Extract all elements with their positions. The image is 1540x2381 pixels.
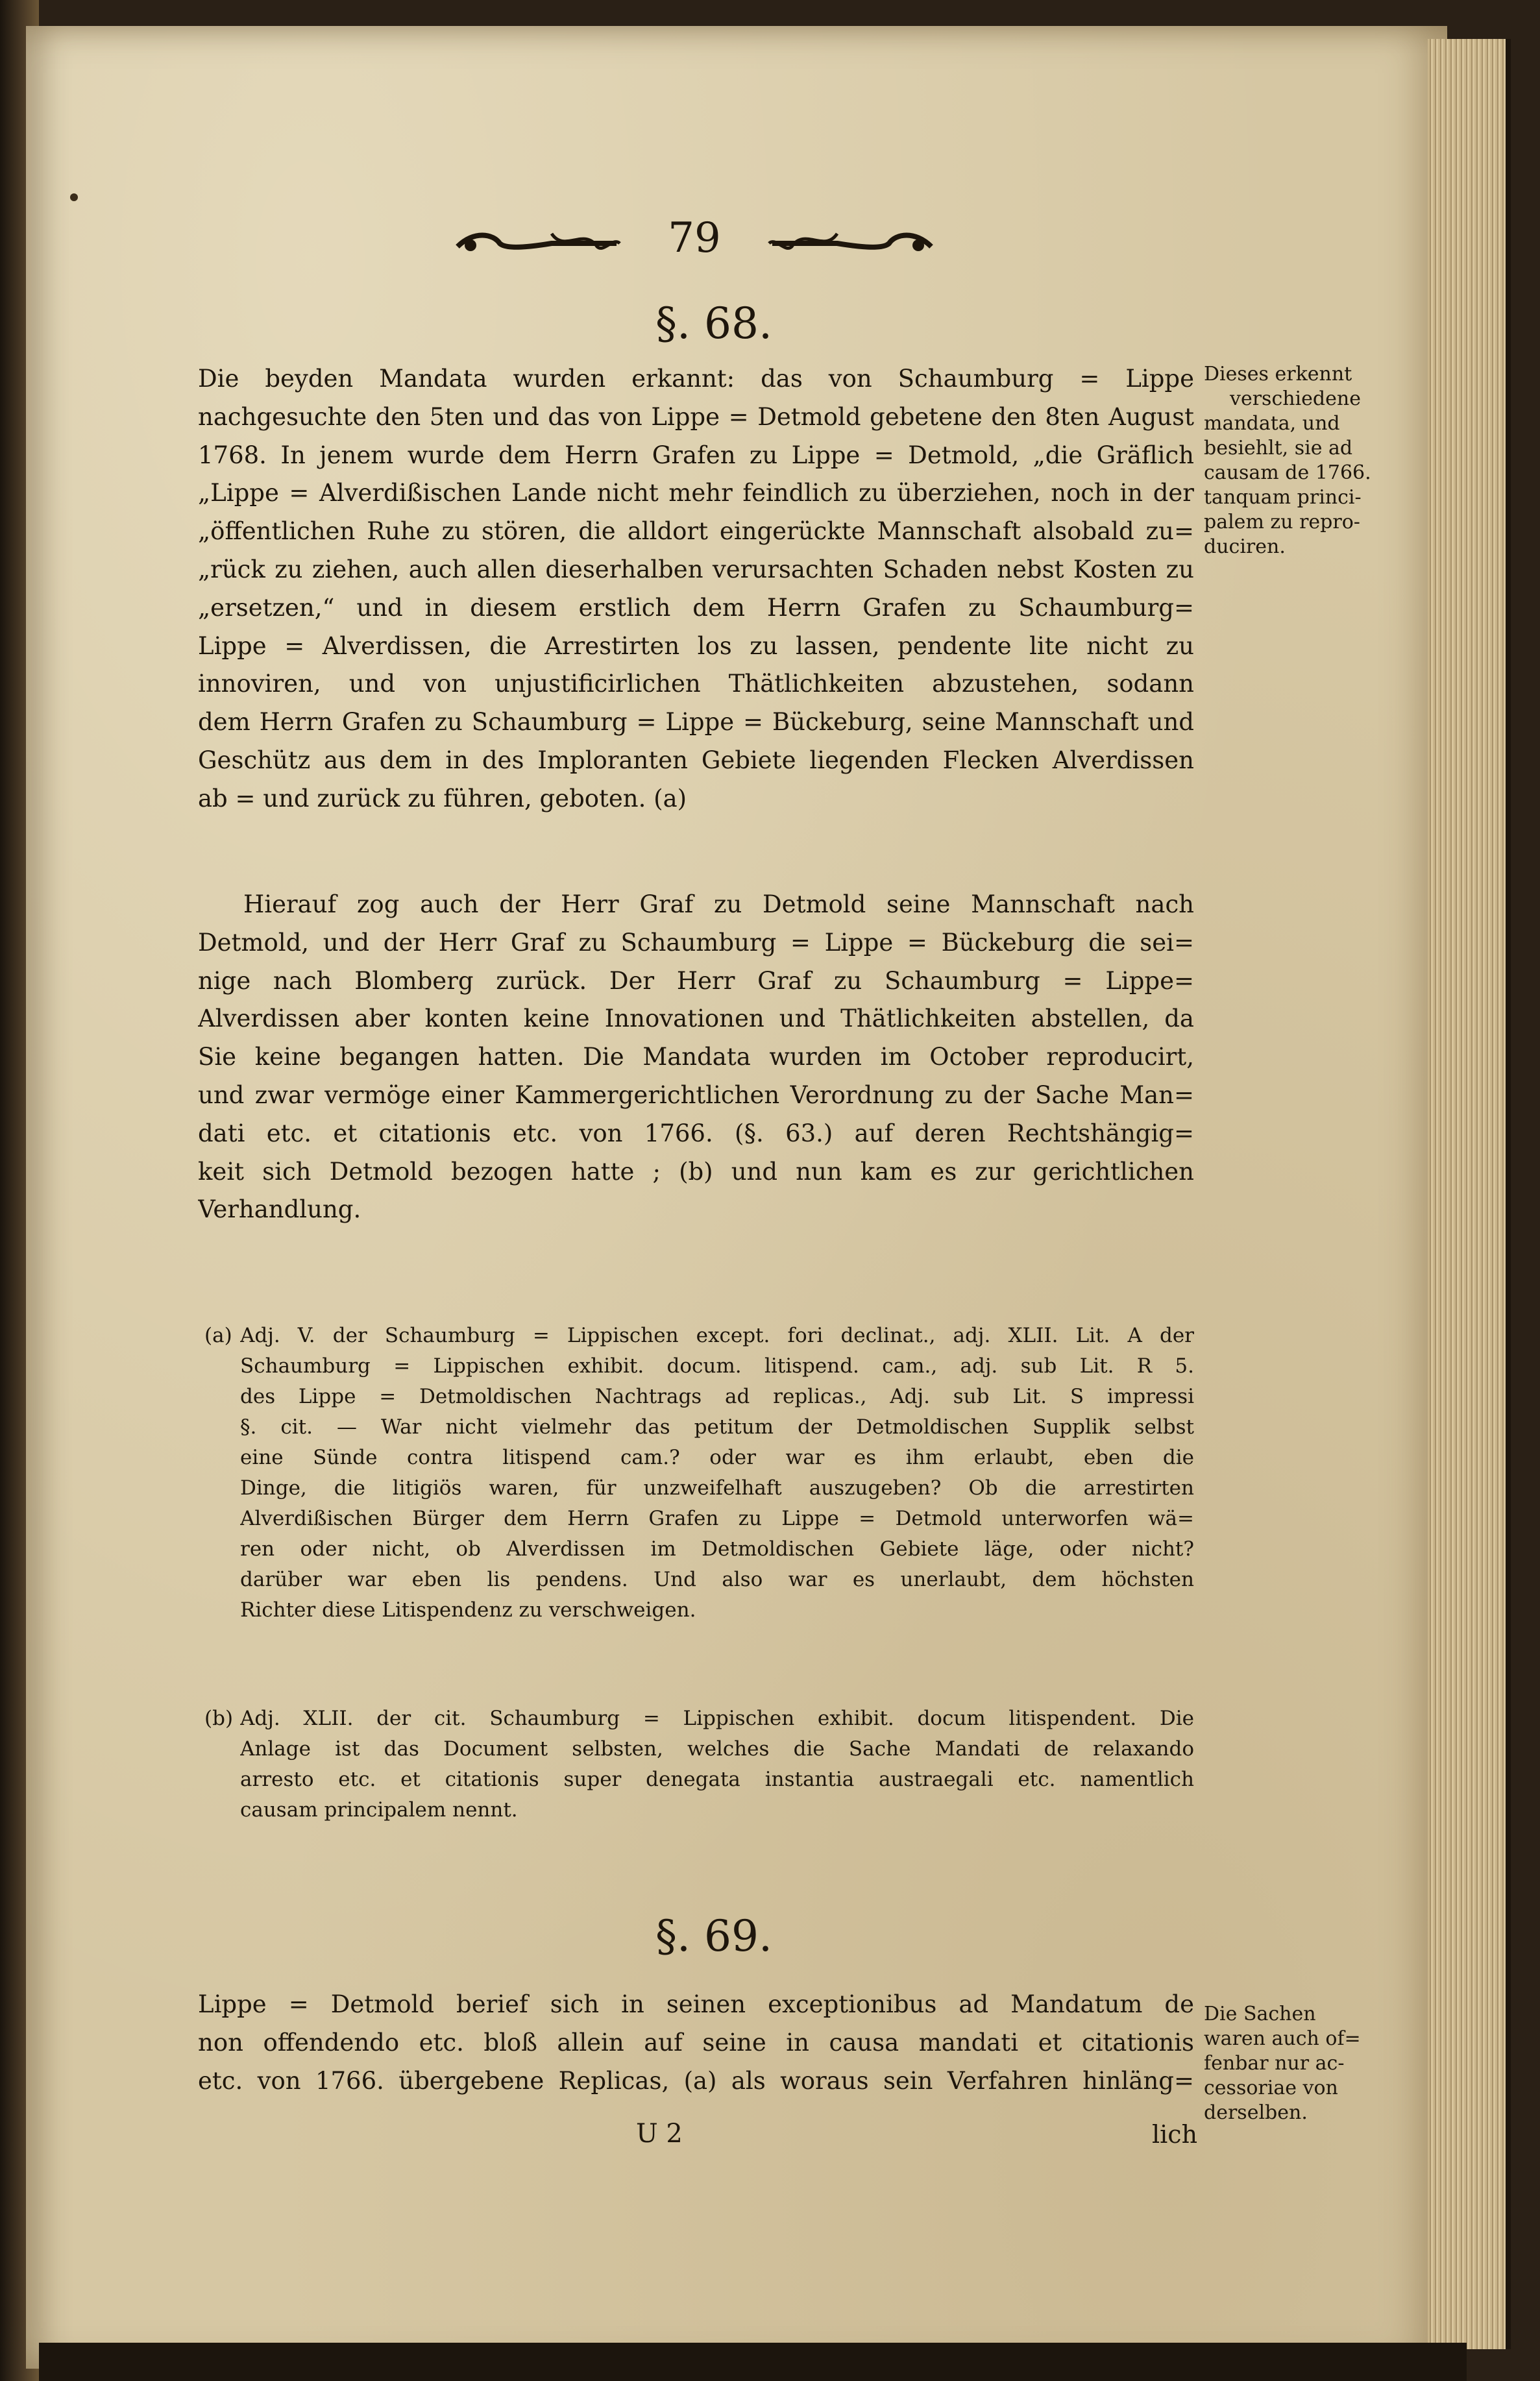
text-line: „rück zu ziehen, auch allen dieserhalben verursachten Schaden nebst Kosten zu bbox=[198, 555, 1194, 583]
text-line: dem Herrn Grafen zu Schaumburg = Lippe = Bückeburg, seine Mannschaft und bbox=[198, 708, 1194, 737]
page-number: 79 bbox=[668, 214, 721, 262]
text-line: „öffentlichen Ruhe zu stören, die alldort eingerückte Mannschaft alsobald zu= bbox=[198, 517, 1194, 546]
margin-line: waren auch of= bbox=[1204, 2027, 1361, 2050]
footnote-line: Dinge, die litigiös waren, für unzweifelhaft auszugeben? Ob die arrestirten bbox=[240, 1476, 1194, 1500]
text-line: „ersetzen,“ und in diesem erstlich dem Herrn Grafen zu Schaumburg= bbox=[198, 593, 1194, 622]
margin-line: verschiedene bbox=[1230, 387, 1361, 410]
section-heading-69: §. 69. bbox=[655, 1911, 772, 1961]
footnote-line: Richter diese Litispendenz zu verschweigen. bbox=[240, 1598, 696, 1622]
margin-line: cessoriae von bbox=[1204, 2077, 1338, 2099]
margin-line: fenbar nur ac- bbox=[1204, 2052, 1345, 2075]
margin-line: causam de 1766. bbox=[1204, 461, 1371, 484]
section-heading-68: §. 68. bbox=[655, 299, 772, 348]
footnote-line: eine Sünde contra litispend cam.? oder war es ihm erlaubt, eben die bbox=[240, 1446, 1194, 1469]
page-bottom-shadow bbox=[39, 2343, 1467, 2381]
footnote-line: Alverdißischen Bürger dem Herrn Grafen zu Lippe = Detmold unterworfen wä= bbox=[240, 1507, 1194, 1530]
text-line: 1768. In jenem wurde dem Herrn Grafen zu Lippe = Detmold, „die Gräflich bbox=[198, 441, 1194, 469]
margin-line: Die Sachen bbox=[1204, 2003, 1316, 2025]
text-line: nachgesuchte den 5ten und das von Lippe = Detmold gebetene den 8ten August bbox=[198, 402, 1194, 431]
text-line: Hierauf zog auch der Herr Graf zu Detmold seine Mannschaft nach bbox=[243, 890, 1194, 918]
margin-line: mandata, und bbox=[1204, 412, 1340, 435]
footnote-line: ren oder nicht, ob Alverdissen im Detmoldischen Gebiete läge, oder nicht? bbox=[240, 1537, 1194, 1561]
text-line: Lippe = Alverdissen, die Arrestirten los zu lassen, pendente lite nicht zu bbox=[198, 631, 1194, 660]
text-line: Detmold, und der Herr Graf zu Schaumburg = Lippe = Bückeburg die sei= bbox=[198, 928, 1194, 957]
text-line: ab = und zurück zu führen, geboten. (a) bbox=[198, 784, 687, 812]
margin-line: palem zu repro- bbox=[1204, 511, 1360, 533]
text-line: Sie keine begangen hatten. Die Mandata wurden im October reproducirt, bbox=[198, 1043, 1194, 1071]
text-line: dati etc. et citationis etc. von 1766. (§. 63.) auf deren Rechtshängig= bbox=[198, 1119, 1194, 1147]
text-line: etc. von 1766. übergebene Replicas, (a) als woraus sein Verfahren hinläng= bbox=[198, 2066, 1194, 2095]
margin-line: besiehlt, sie ad bbox=[1204, 437, 1353, 459]
margin-line: tanquam princi- bbox=[1204, 486, 1362, 509]
signature-mark: U 2 bbox=[636, 2119, 683, 2149]
section-68-paragraph-2 bbox=[198, 886, 1194, 1229]
text-line: nige nach Blomberg zurück. Der Herr Graf zu Schaumburg = Lippe= bbox=[198, 966, 1194, 995]
left-ornament-icon bbox=[454, 227, 623, 260]
text-line: non offendendo etc. bloß allein auf seine in causa mandati et citationis bbox=[198, 2028, 1194, 2057]
text-line: innoviren, und von unjustificirlichen Thätlichkeiten abzustehen, sodann bbox=[198, 670, 1194, 698]
ink-spot bbox=[70, 193, 78, 201]
footnote-line: Adj. XLII. der cit. Schaumburg = Lippischen exhibit. docum litispendent. Die bbox=[240, 1707, 1194, 1730]
catchword: lich bbox=[1152, 2120, 1198, 2149]
text-line: Alverdissen aber konten keine Innovationen und Thätlichkeiten abstellen, da bbox=[198, 1005, 1194, 1033]
footnote-line: §. cit. — War nicht vielmehr das petitum der Detmoldischen Supplik selbst bbox=[240, 1415, 1194, 1439]
footnote-line: causam principalem nennt. bbox=[240, 1798, 518, 1822]
text-line: Die beyden Mandata wurden erkannt: das von Schaumburg = Lippe bbox=[198, 365, 1194, 393]
text-line: Lippe = Detmold berief sich in seinen exceptionibus ad Mandatum de bbox=[198, 1990, 1194, 2018]
text-line: Geschütz aus dem in des Imploranten Gebiete liegenden Flecken Alverdissen bbox=[198, 746, 1194, 774]
footnote-line: Schaumburg = Lippischen exhibit. docum. litispend. cam., adj. sub Lit. R 5. bbox=[240, 1354, 1194, 1378]
section-68-paragraph-1 bbox=[198, 360, 1194, 818]
footnote-b bbox=[204, 1703, 1194, 1825]
footnote-line: Adj. V. der Schaumburg = Lippischen except. fori declinat., adj. XLII. Lit. A der bbox=[240, 1324, 1194, 1347]
margin-line: derselben. bbox=[1204, 2101, 1308, 2124]
footnote-a bbox=[204, 1321, 1194, 1626]
margin-note-68 bbox=[1204, 362, 1386, 559]
footnote-line: darüber war eben lis pendens. Und also war es unerlaubt, dem höchsten bbox=[240, 1568, 1194, 1591]
text-line: und zwar vermöge einer Kammergerichtlichen Verordnung zu der Sache Man= bbox=[198, 1081, 1194, 1109]
footnote-marker: (b) bbox=[204, 1707, 234, 1730]
section-69-paragraph bbox=[198, 1986, 1194, 2100]
right-ornament-icon bbox=[766, 227, 935, 260]
text-line: keit sich Detmold bezogen hatte ; (b) und nun kam es zur gerichtlichen bbox=[198, 1157, 1194, 1186]
page-edges bbox=[1428, 39, 1511, 2349]
margin-note-69 bbox=[1204, 2002, 1386, 2125]
footnote-line: des Lippe = Detmoldischen Nachtrags ad replicas., Adj. sub Lit. S impressi bbox=[240, 1385, 1194, 1408]
footnote-line: Anlage ist das Document selbsten, welches die Sache Mandati de relaxando bbox=[240, 1737, 1194, 1761]
text-line: Verhandlung. bbox=[198, 1195, 361, 1224]
footnote-line: arresto etc. et citationis super denegata instantia austraegali etc. namentlich bbox=[240, 1768, 1194, 1791]
margin-line: duciren. bbox=[1204, 535, 1286, 558]
page-header bbox=[454, 214, 935, 273]
footnote-marker: (a) bbox=[204, 1324, 232, 1347]
text-line: „Lippe = Alverdißischen Lande nicht mehr feindlich zu überziehen, noch in der bbox=[198, 479, 1194, 507]
margin-line: Dieses erkennt bbox=[1204, 363, 1352, 385]
